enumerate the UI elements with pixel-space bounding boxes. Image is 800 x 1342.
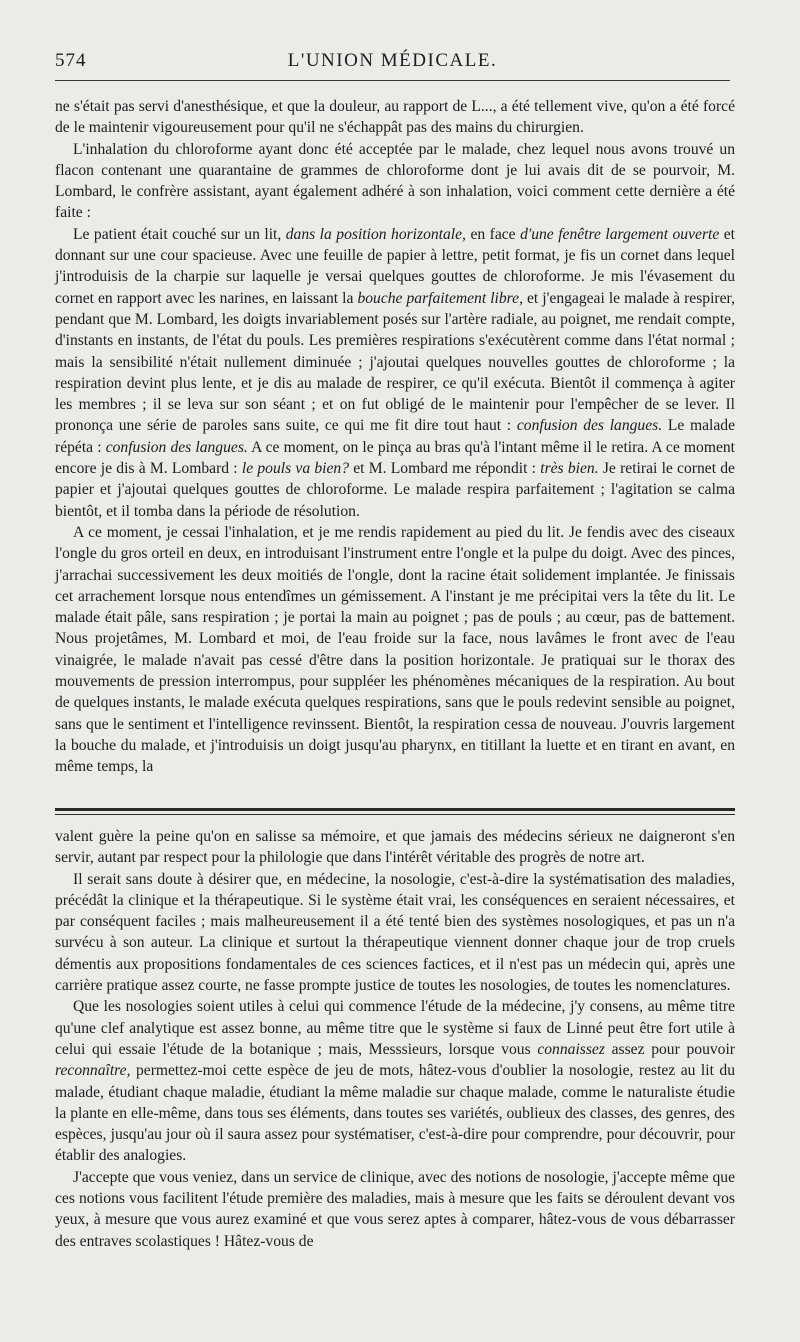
text-run: Le malade répéta :	[55, 417, 735, 456]
main-column	[55, 96, 735, 778]
text-run: et j'engageai le malade à respirer, pendant que M. Lombard, les doigts invariablement posés sur l'artère radiale, au poignet, me rendait compte, d'instants en instants, de l'état du pouls. Les premières respirations s'exécutèrent comme dans l'état normal ; mais la sensibilité n'était nullement diminuée ; j'ajoutai quelques nouvelles gouttes de chloroforme ; la respiration devint plus lente, et je dis au malade de respirer, ce qu'il exécuta. Bientôt il commença à agiter les membres ; il se leva sur son séant ; et on fut obligé de le maintenir pour l'empêcher de se lever. Il prononça une série de paroles sans suite, ce qui me fit dire tout haut :	[55, 289, 735, 435]
text-run: Je retirai le cornet de papier et j'ajoutai quelques gouttes de chloroforme. Le malade respira parfaitement ; l'agitation se calma bientôt, et il tomba dans la période de résolution.	[55, 460, 735, 520]
text-run: en face	[465, 225, 521, 243]
italic-text: dans la position horizontale,	[285, 225, 466, 243]
text-run: A ce moment, on le pinça au bras qu'à l'intant même il le retira. A ce moment encore je dis à M. Lombard :	[55, 438, 735, 478]
feuilleton-rule-thin	[55, 814, 735, 815]
running-title: L'UNION MÉDICALE.	[287, 50, 498, 71]
paragraph: L'inhalation du chloroforme ayant donc été acceptée par le malade, chez lequel nous avons trouvé un flacon contenant une quarantaine de grammes de chloroforme dont je lui avais dit de se pourvoir, M. Lombard, le confrère assistant, ayant également adhéré à son inhalation, voici comment cette dernière a été faite :	[55, 140, 735, 222]
text-run: Le patient était couché sur un lit,	[73, 225, 286, 243]
italic-text: confusion des langues.	[516, 417, 663, 435]
italic-text: le pouls va bien?	[241, 460, 350, 478]
feuilleton-column	[55, 826, 735, 1252]
feuilleton-rule-thick	[55, 808, 735, 811]
page-header	[55, 50, 730, 78]
text-run: assez pour pouvoir	[604, 1040, 735, 1058]
italic-text: bouche parfaitement libre,	[357, 289, 523, 307]
page-number: 574	[55, 50, 87, 71]
text-run: et donnant sur une cour spacieuse. Avec une feuille de papier à lettre, petit format, je fis un cornet dans lequel j'introduisis de la charpie sur laquelle je versai quelques gouttes de chloroforme. Je mis l'évasement du cornet en rapport avec les narines, en laissant la	[55, 225, 736, 307]
paragraph: J'accepte que vous veniez, dans un service de clinique, avec des notions de nosologie, j'accepte même que ces notions vous facilitent l'étude première des maladies, mais à mesure que les faits se déroulent devant vos yeux, à mesure que vous aurez examiné et que vous serez aptes à comparer, hâtez-vous de vous débarrasser des entraves scolastiques ! Hâtez-vous de	[55, 1168, 735, 1250]
italic-text: très bien.	[540, 460, 599, 478]
paragraph: Il serait sans doute à désirer que, en médecine, la nosologie, c'est-à-dire la systématisation des maladies, précédât la clinique et la thérapeutique. Si le système était vrai, les conséquences en seraient nécessaires, et par conséquent faciles ; mais malheureusement il a été tenté bien des systèmes nosologiques, et pas un n'a survécu à son auteur. La clinique et surtout la thérapeutique viennent donner chaque jour de trop cruels démentis aux propositions fondamentales de ces sciences factices, et il n'est pas un médecin qui, après une carrière pratique assez courte, ne fasse prompte justice de toutes les nosologies, de toutes les nomenclatures.	[55, 870, 735, 995]
paragraph: A ce moment, je cessai l'inhalation, et je me rendis rapidement au pied du lit. Je fendis avec des ciseaux l'ongle du gros orteil en deux, en introduisant l'instrument entre l'ongle et la pulpe du doigt. Avec des pinces, j'arrachai successivement les deux moitiés de l'ongle, dont la racine était solidement implantée. Je finissais cet arrachement lorsque nous entendîmes un gémissement. A l'instant je me précipitai vers la tête du lit. Le malade était pâle, sans respiration ; je portai la main au poignet ; pas de pouls ; au cœur, pas de battement. Nous projetâmes, M. Lombard et moi, de l'eau froide sur la face, nous lavâmes le front avec de l'eau vinaigrée, le malade n'avait pas cessé d'être dans la position horizontale. Je pratiquai sur le thorax des mouvements de pression interrompus, pour suppléer les phénomènes mécaniques de la respiration. Au bout de quelques instants, le malade exécuta quelques respirations, sans que le pouls redevint sensible au poignet, sans que le sentiment et l'intelligence revinssent. Bientôt, la respiration cessa de nouveau. J'ouvris largement la bouche du malade, et j'introduisis un doigt jusqu'au pharynx, en titillant la luette et en tirant en avant, en même temps, la	[55, 523, 735, 776]
paragraph: valent guère la peine qu'on en salisse sa mémoire, et que jamais des médecins sérieux ne daigneront s'en servir, autant par respect pour la philologie que dans l'intérêt véritable des progrès de notre art.	[55, 828, 735, 867]
paragraph	[55, 224, 735, 522]
header-rule	[55, 80, 730, 81]
paragraph: ne s'était pas servi d'anesthésique, et que la douleur, au rapport de L..., a été tellement vive, qu'on a été forcé de le maintenir vigoureusement pour qu'il ne s'échappât pas des mains du chirurgien.	[55, 98, 735, 137]
text-run: et M. Lombard me répondit :	[349, 460, 541, 478]
italic-text: confusion des langues.	[105, 438, 248, 456]
italic-text: connaissez	[537, 1040, 605, 1058]
text-run: permettez-moi cette espèce de jeu de mots, hâtez-vous d'oublier la nosologie, restez au lit du malade, étudiant chaque maladie, étudiant la même maladie sur chaque malade, comme le naturaliste étudie la plante en elle-même, dans tous ses éléments, dans toutes ses variétés, oublieux des classes, des genres, des espèces, jusqu'au jour où il saura assez pour systématiser, c'est-à-dire pour comprendre, pour découvrir, pour établir des analogies.	[55, 1062, 735, 1165]
paragraph	[55, 996, 735, 1166]
italic-text: d'une fenêtre largement ouverte	[520, 225, 720, 243]
text-run: Que les nosologies soient utiles à celui qui commence l'étude de la médecine, j'y consens, au même titre qu'une clef analytique est assez bonne, au même titre que le système si faux de Linné peut être fort utile à celui qui essaie l'étude de la botanique ; mais, Messsieurs, lorsque vous	[55, 998, 735, 1058]
italic-text: reconnaître,	[55, 1062, 131, 1080]
